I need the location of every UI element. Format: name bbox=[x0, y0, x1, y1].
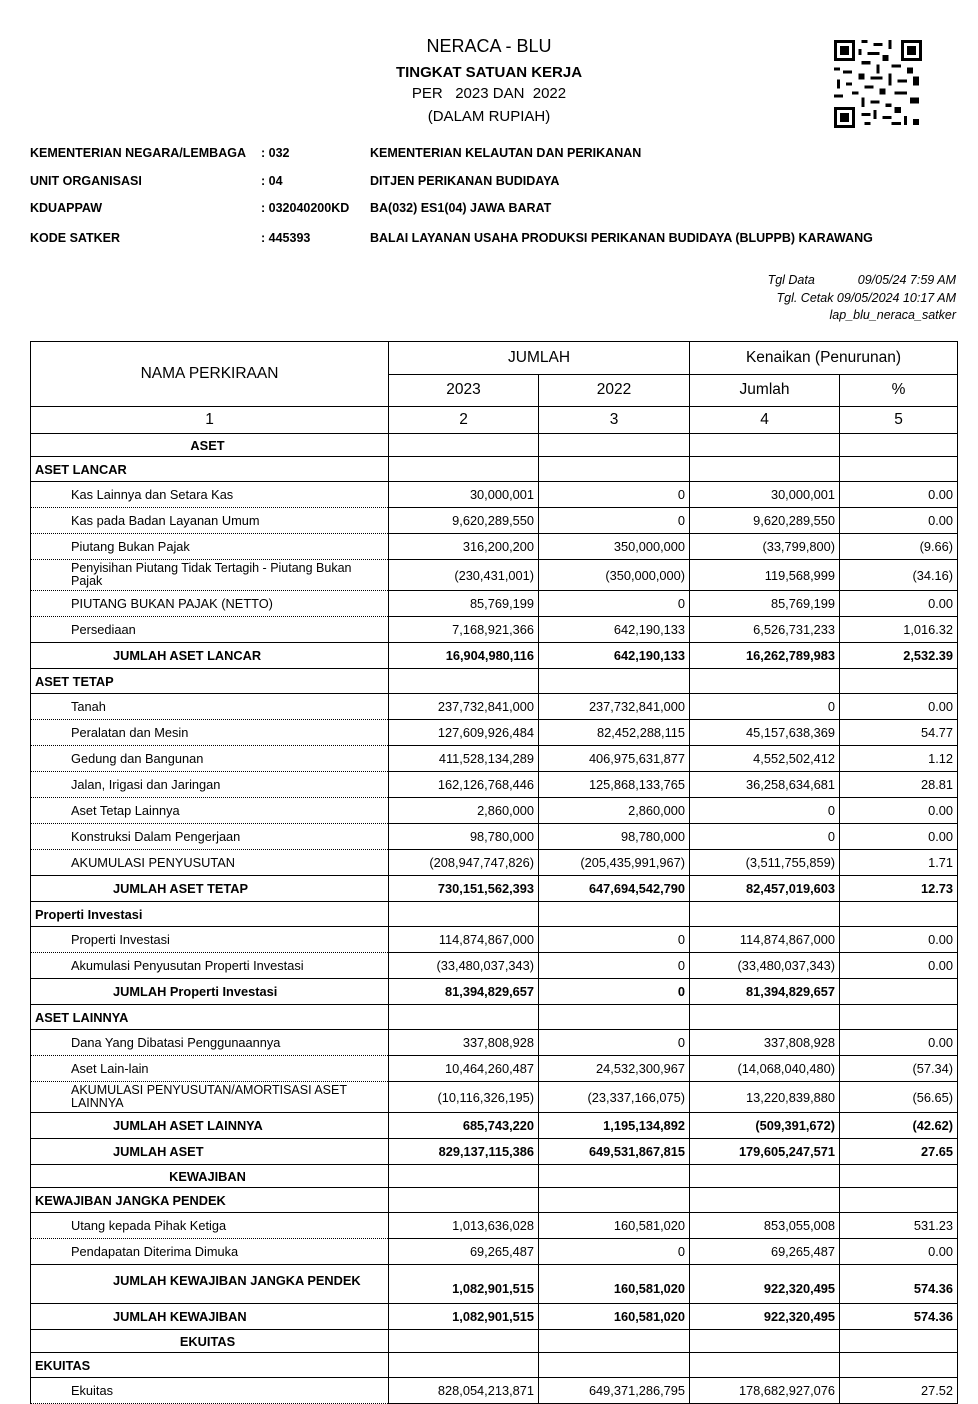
header-col-1: 1 bbox=[31, 407, 389, 434]
value-diff: 178,682,927,076 bbox=[690, 1378, 840, 1404]
header-kenaikan: Kenaikan (Penurunan) bbox=[690, 342, 958, 375]
value-2023 bbox=[389, 1353, 539, 1378]
report-subtitle: TINGKAT SATUAN KERJA bbox=[395, 64, 583, 81]
value-2022: 0 bbox=[539, 508, 690, 534]
value-pct: 12.73 bbox=[840, 876, 958, 902]
value-pct: 574.36 bbox=[840, 1304, 958, 1330]
row-name-text: Penyisihan Piutang Tidak Tertagih - Piutang Bukan Pajak bbox=[71, 561, 352, 588]
print-info-report: lap_blu_neraca_satker bbox=[829, 308, 956, 322]
value-diff: 81,394,829,657 bbox=[690, 979, 840, 1005]
row-name-text: Kas Lainnya dan Setara Kas bbox=[71, 487, 234, 502]
value-diff bbox=[690, 902, 840, 927]
value-2023: 685,743,220 bbox=[389, 1113, 539, 1139]
row-name-text: JUMLAH KEWAJIBAN bbox=[113, 1309, 247, 1324]
row-name-text: EKUITAS bbox=[179, 1333, 236, 1349]
value-pct: (34.16) bbox=[840, 560, 958, 591]
meta-name-kduappaw: BA(032) ES1(04) JAWA BARAT bbox=[370, 201, 552, 215]
value-2023: 1,013,636,028 bbox=[389, 1213, 539, 1239]
value-2023: 9,620,289,550 bbox=[389, 508, 539, 534]
table-row bbox=[31, 798, 958, 824]
value-pct: (9.66) bbox=[840, 534, 958, 560]
value-2023: 85,769,199 bbox=[389, 591, 539, 617]
row-name-text: Pendapatan Diterima Dimuka bbox=[71, 1244, 239, 1259]
row-name-text: ASET TETAP bbox=[35, 673, 114, 689]
row-name bbox=[31, 927, 389, 953]
table-row bbox=[31, 824, 958, 850]
row-name-text: AKUMULASI PENYUSUTAN/AMORTISASI ASET LAINNYA bbox=[71, 1083, 347, 1110]
value-2022: 649,531,867,815 bbox=[539, 1139, 690, 1165]
value-pct bbox=[840, 669, 958, 694]
value-2022: 642,190,133 bbox=[539, 617, 690, 643]
row-name bbox=[31, 720, 389, 746]
value-diff bbox=[690, 457, 840, 482]
value-diff: 853,055,008 bbox=[690, 1213, 840, 1239]
value-diff bbox=[690, 669, 840, 694]
header-2022: 2022 bbox=[539, 374, 690, 407]
value-2023: (10,116,326,195) bbox=[389, 1082, 539, 1113]
value-2022: 0 bbox=[539, 953, 690, 979]
value-2023: 16,904,980,116 bbox=[389, 643, 539, 669]
value-2023: (33,480,037,343) bbox=[389, 953, 539, 979]
table-row bbox=[31, 1165, 958, 1188]
qr-code-icon bbox=[834, 40, 922, 128]
row-name-text: JUMLAH ASET LANCAR bbox=[113, 648, 262, 663]
value-2023: (208,947,747,826) bbox=[389, 850, 539, 876]
value-pct bbox=[840, 1330, 958, 1353]
value-diff: 16,262,789,983 bbox=[690, 643, 840, 669]
value-diff: 4,552,502,412 bbox=[690, 746, 840, 772]
value-pct: 0.00 bbox=[840, 482, 958, 508]
table-row bbox=[31, 669, 958, 694]
value-pct: 0.00 bbox=[840, 508, 958, 534]
value-pct bbox=[840, 434, 958, 457]
value-pct: (57.34) bbox=[840, 1056, 958, 1082]
row-name bbox=[31, 694, 389, 720]
tgl-data-value: 09/05/24 7:59 AM bbox=[857, 273, 956, 287]
table-row bbox=[31, 979, 958, 1005]
value-2022: 0 bbox=[539, 927, 690, 953]
value-diff: 119,568,999 bbox=[690, 560, 840, 591]
report-period: PER 2023 DAN 2022 bbox=[411, 85, 567, 102]
header-pct: % bbox=[840, 374, 958, 407]
header-col-2: 2 bbox=[389, 407, 539, 434]
row-name-text: EKUITAS bbox=[35, 1357, 91, 1373]
row-name-text: Piutang Bukan Pajak bbox=[71, 539, 190, 554]
value-2023 bbox=[389, 1005, 539, 1030]
value-pct: 0.00 bbox=[840, 1239, 958, 1265]
row-name-text: KEWAJIBAN bbox=[169, 1168, 246, 1184]
value-2022: 160,581,020 bbox=[539, 1304, 690, 1330]
value-diff: 82,457,019,603 bbox=[690, 876, 840, 902]
value-diff: 9,620,289,550 bbox=[690, 508, 840, 534]
value-2023: 337,808,928 bbox=[389, 1030, 539, 1056]
value-diff: 337,808,928 bbox=[690, 1030, 840, 1056]
row-name bbox=[31, 434, 389, 457]
value-2022: 98,780,000 bbox=[539, 824, 690, 850]
meta-label-kduappaw: KDUAPPAW bbox=[30, 201, 102, 215]
value-pct: 531.23 bbox=[840, 1213, 958, 1239]
row-name bbox=[31, 591, 389, 617]
value-diff: 0 bbox=[690, 694, 840, 720]
table-row bbox=[31, 1113, 958, 1139]
value-diff: 922,320,495 bbox=[690, 1304, 840, 1330]
value-2022: 160,581,020 bbox=[539, 1265, 690, 1304]
value-diff: 0 bbox=[690, 824, 840, 850]
row-name bbox=[31, 617, 389, 643]
value-diff: (33,480,037,343) bbox=[690, 953, 840, 979]
table-row bbox=[31, 1378, 958, 1404]
meta-name-unit: DITJEN PERIKANAN BUDIDAYA bbox=[370, 174, 560, 188]
table-row bbox=[31, 482, 958, 508]
value-pct bbox=[840, 902, 958, 927]
table-row bbox=[31, 1330, 958, 1353]
value-2023: 1,082,901,515 bbox=[389, 1265, 539, 1304]
value-2023: (230,431,001) bbox=[389, 560, 539, 591]
value-diff: 179,605,247,571 bbox=[690, 1139, 840, 1165]
value-diff: 6,526,731,233 bbox=[690, 617, 840, 643]
value-2022 bbox=[539, 1330, 690, 1353]
row-name-text: Aset Lain-lain bbox=[71, 1061, 149, 1076]
row-name-text: ASET bbox=[190, 437, 225, 453]
row-name-text: ASET LAINNYA bbox=[35, 1009, 129, 1025]
value-pct: 0.00 bbox=[840, 953, 958, 979]
table-row bbox=[31, 1239, 958, 1265]
value-diff: 13,220,839,880 bbox=[690, 1082, 840, 1113]
table-row bbox=[31, 1030, 958, 1056]
table-row bbox=[31, 1304, 958, 1330]
table-row bbox=[31, 1265, 958, 1304]
meta-code-satker: : 445393 bbox=[261, 231, 311, 245]
value-2022: 2,860,000 bbox=[539, 798, 690, 824]
row-name-text: Tanah bbox=[71, 699, 106, 714]
value-diff: (509,391,672) bbox=[690, 1113, 840, 1139]
value-2023: 411,528,134,289 bbox=[389, 746, 539, 772]
table-row bbox=[31, 1353, 958, 1378]
value-2022 bbox=[539, 1165, 690, 1188]
value-pct bbox=[840, 457, 958, 482]
value-2023: 316,200,200 bbox=[389, 534, 539, 560]
value-2022: 0 bbox=[539, 979, 690, 1005]
meta-label-kementerian: KEMENTERIAN NEGARA/LEMBAGA bbox=[30, 146, 246, 160]
row-name bbox=[31, 1188, 389, 1213]
value-2022 bbox=[539, 1005, 690, 1030]
value-2022: 160,581,020 bbox=[539, 1213, 690, 1239]
value-diff: (14,068,040,480) bbox=[690, 1056, 840, 1082]
row-name bbox=[31, 746, 389, 772]
row-name-text: AKUMULASI PENYUSUTAN bbox=[71, 855, 236, 870]
value-pct: 1.71 bbox=[840, 850, 958, 876]
header-col-3: 3 bbox=[539, 407, 690, 434]
value-pct bbox=[840, 979, 958, 1005]
table-row bbox=[31, 1082, 958, 1113]
table-row bbox=[31, 508, 958, 534]
row-name-text: Jalan, Irigasi dan Jaringan bbox=[71, 777, 221, 792]
row-name bbox=[31, 1005, 389, 1030]
value-2022: 0 bbox=[539, 1030, 690, 1056]
value-2022: 406,975,631,877 bbox=[539, 746, 690, 772]
row-name bbox=[31, 560, 389, 591]
report-title: NERACA - BLU bbox=[426, 36, 552, 56]
row-name-text: Kas pada Badan Layanan Umum bbox=[71, 513, 260, 528]
value-pct: 27.52 bbox=[840, 1378, 958, 1404]
row-name bbox=[31, 669, 389, 694]
value-pct: 54.77 bbox=[840, 720, 958, 746]
row-name bbox=[31, 1213, 389, 1239]
table-row bbox=[31, 1139, 958, 1165]
value-2022 bbox=[539, 457, 690, 482]
header-col-4: 4 bbox=[690, 407, 840, 434]
meta-code-kementerian: : 032 bbox=[261, 146, 290, 160]
row-name bbox=[31, 508, 389, 534]
value-pct: 27.65 bbox=[840, 1139, 958, 1165]
header-jumlah: JUMLAH bbox=[389, 342, 690, 375]
row-name bbox=[31, 1378, 389, 1404]
header-jumlah-diff: Jumlah bbox=[690, 374, 840, 407]
value-diff bbox=[690, 1353, 840, 1378]
tgl-data-label: Tgl Data bbox=[767, 273, 815, 287]
value-pct bbox=[840, 1353, 958, 1378]
value-2023 bbox=[389, 669, 539, 694]
table-row bbox=[31, 643, 958, 669]
report-currency: (DALAM RUPIAH) bbox=[427, 108, 551, 125]
meta-label-unit: UNIT ORGANISASI bbox=[30, 174, 142, 188]
header-nama-perkiraan: NAMA PERKIRAAN bbox=[31, 342, 389, 407]
value-pct: 2,532.39 bbox=[840, 643, 958, 669]
value-2022: 647,694,542,790 bbox=[539, 876, 690, 902]
row-name-text: JUMLAH ASET TETAP bbox=[113, 881, 249, 896]
value-2022: 1,195,134,892 bbox=[539, 1113, 690, 1139]
value-2023: 81,394,829,657 bbox=[389, 979, 539, 1005]
value-2022: 237,732,841,000 bbox=[539, 694, 690, 720]
value-pct: 1.12 bbox=[840, 746, 958, 772]
row-name bbox=[31, 1082, 389, 1113]
meta-name-kementerian: KEMENTERIAN KELAUTAN DAN PERIKANAN bbox=[370, 146, 642, 160]
row-name-text: JUMLAH KEWAJIBAN JANGKA PENDEK bbox=[113, 1272, 361, 1288]
value-pct: 0.00 bbox=[840, 694, 958, 720]
value-2023: 10,464,260,487 bbox=[389, 1056, 539, 1082]
value-2022: 125,868,133,765 bbox=[539, 772, 690, 798]
value-2022: 649,371,286,795 bbox=[539, 1378, 690, 1404]
value-pct bbox=[840, 1188, 958, 1213]
print-info-data bbox=[656, 271, 956, 289]
balance-sheet-table bbox=[30, 341, 958, 1404]
table-row bbox=[31, 560, 958, 591]
value-2022: 24,532,300,967 bbox=[539, 1056, 690, 1082]
row-name-text: Properti Investasi bbox=[35, 906, 143, 922]
value-pct: 0.00 bbox=[840, 824, 958, 850]
value-2022: (205,435,991,967) bbox=[539, 850, 690, 876]
meta-code-kduappaw: : 032040200KD bbox=[261, 201, 350, 215]
table-row bbox=[31, 617, 958, 643]
row-name-text: JUMLAH Properti Investasi bbox=[113, 984, 278, 999]
value-diff: (33,799,800) bbox=[690, 534, 840, 560]
row-name bbox=[31, 1265, 389, 1304]
row-name-text: JUMLAH ASET bbox=[113, 1144, 204, 1159]
value-2022: 82,452,288,115 bbox=[539, 720, 690, 746]
row-name bbox=[31, 1030, 389, 1056]
value-pct: 0.00 bbox=[840, 1030, 958, 1056]
row-name bbox=[31, 876, 389, 902]
value-2023: 730,151,562,393 bbox=[389, 876, 539, 902]
value-diff: 85,769,199 bbox=[690, 591, 840, 617]
value-2023: 114,874,867,000 bbox=[389, 927, 539, 953]
value-diff bbox=[690, 1005, 840, 1030]
value-diff bbox=[690, 1330, 840, 1353]
row-name bbox=[31, 1056, 389, 1082]
row-name-text: Peralatan dan Mesin bbox=[71, 725, 189, 740]
value-2022: 0 bbox=[539, 1239, 690, 1265]
value-diff: 922,320,495 bbox=[690, 1265, 840, 1304]
value-diff: 45,157,638,369 bbox=[690, 720, 840, 746]
value-2022: (23,337,166,075) bbox=[539, 1082, 690, 1113]
row-name bbox=[31, 1330, 389, 1353]
value-2023: 127,609,926,484 bbox=[389, 720, 539, 746]
table-row bbox=[31, 720, 958, 746]
table-row bbox=[31, 591, 958, 617]
row-name-text: Dana Yang Dibatasi Penggunaannya bbox=[71, 1035, 281, 1050]
row-name-text: ASET LANCAR bbox=[35, 461, 127, 477]
row-name bbox=[31, 534, 389, 560]
value-diff: (3,511,755,859) bbox=[690, 850, 840, 876]
value-2023: 2,860,000 bbox=[389, 798, 539, 824]
row-name-text: Aset Tetap Lainnya bbox=[71, 803, 180, 818]
value-2023: 1,082,901,515 bbox=[389, 1304, 539, 1330]
value-2023: 30,000,001 bbox=[389, 482, 539, 508]
value-2022: 642,190,133 bbox=[539, 643, 690, 669]
row-name-text: PIUTANG BUKAN PAJAK (NETTO) bbox=[71, 596, 273, 611]
table-row bbox=[31, 1213, 958, 1239]
table-row bbox=[31, 1188, 958, 1213]
value-pct: (56.65) bbox=[840, 1082, 958, 1113]
value-2023 bbox=[389, 1188, 539, 1213]
row-name bbox=[31, 457, 389, 482]
table-row bbox=[31, 534, 958, 560]
table-row bbox=[31, 694, 958, 720]
row-name-text: Ekuitas bbox=[71, 1383, 113, 1398]
row-name bbox=[31, 643, 389, 669]
table-row bbox=[31, 953, 958, 979]
value-pct bbox=[840, 1005, 958, 1030]
value-2023: 828,054,213,871 bbox=[389, 1378, 539, 1404]
table-row bbox=[31, 902, 958, 927]
value-2023: 237,732,841,000 bbox=[389, 694, 539, 720]
value-2022 bbox=[539, 669, 690, 694]
row-name bbox=[31, 1113, 389, 1139]
value-2022 bbox=[539, 1188, 690, 1213]
row-name bbox=[31, 953, 389, 979]
row-name bbox=[31, 772, 389, 798]
table-row bbox=[31, 850, 958, 876]
row-name-text: JUMLAH ASET LAINNYA bbox=[113, 1118, 263, 1133]
value-2022: 0 bbox=[539, 591, 690, 617]
meta-name-satker: BALAI LAYANAN USAHA PRODUKSI PERIKANAN BUDIDAYA (BLUPPB) KARAWANG bbox=[370, 231, 873, 245]
value-2023: 69,265,487 bbox=[389, 1239, 539, 1265]
row-name bbox=[31, 1353, 389, 1378]
row-name-text: Persediaan bbox=[71, 622, 136, 637]
value-diff bbox=[690, 434, 840, 457]
value-2023: 162,126,768,446 bbox=[389, 772, 539, 798]
meta-label-satker: KODE SATKER bbox=[30, 231, 121, 245]
value-pct: 1,016.32 bbox=[840, 617, 958, 643]
header-col-5: 5 bbox=[840, 407, 958, 434]
row-name-text: Utang kepada Pihak Ketiga bbox=[71, 1218, 227, 1233]
row-name bbox=[31, 798, 389, 824]
value-2023 bbox=[389, 902, 539, 927]
value-2022 bbox=[539, 902, 690, 927]
row-name bbox=[31, 850, 389, 876]
row-name bbox=[31, 979, 389, 1005]
value-diff bbox=[690, 1188, 840, 1213]
row-name bbox=[31, 482, 389, 508]
row-name-text: Akumulasi Penyusutan Properti Investasi bbox=[71, 958, 304, 973]
value-2023: 98,780,000 bbox=[389, 824, 539, 850]
table-row bbox=[31, 772, 958, 798]
row-name-text: Konstruksi Dalam Pengerjaan bbox=[71, 829, 241, 844]
value-diff: 114,874,867,000 bbox=[690, 927, 840, 953]
row-name bbox=[31, 824, 389, 850]
meta-code-unit: : 04 bbox=[261, 174, 283, 188]
value-2022 bbox=[539, 434, 690, 457]
value-diff: 36,258,634,681 bbox=[690, 772, 840, 798]
row-name bbox=[31, 1239, 389, 1265]
value-2022 bbox=[539, 1353, 690, 1378]
table-row bbox=[31, 434, 958, 457]
value-2023 bbox=[389, 1330, 539, 1353]
value-2022: 0 bbox=[539, 482, 690, 508]
value-2023: 829,137,115,386 bbox=[389, 1139, 539, 1165]
row-name bbox=[31, 902, 389, 927]
value-diff: 30,000,001 bbox=[690, 482, 840, 508]
row-name-text: KEWAJIBAN JANGKA PENDEK bbox=[35, 1192, 226, 1208]
value-pct: 0.00 bbox=[840, 591, 958, 617]
value-diff: 69,265,487 bbox=[690, 1239, 840, 1265]
row-name-text: Properti Investasi bbox=[71, 932, 170, 947]
table-row bbox=[31, 927, 958, 953]
table-row bbox=[31, 876, 958, 902]
print-info-cetak: Tgl. Cetak 09/05/2024 10:17 AM bbox=[776, 291, 956, 305]
row-name bbox=[31, 1139, 389, 1165]
value-2022: (350,000,000) bbox=[539, 560, 690, 591]
value-2022: 350,000,000 bbox=[539, 534, 690, 560]
value-2023 bbox=[389, 457, 539, 482]
row-name bbox=[31, 1165, 389, 1188]
value-pct: 0.00 bbox=[840, 798, 958, 824]
value-2023 bbox=[389, 1165, 539, 1188]
value-pct: 28.81 bbox=[840, 772, 958, 798]
value-diff: 0 bbox=[690, 798, 840, 824]
table-row bbox=[31, 457, 958, 482]
value-2023: 7,168,921,366 bbox=[389, 617, 539, 643]
value-pct: 574.36 bbox=[840, 1265, 958, 1304]
table-row bbox=[31, 1056, 958, 1082]
table-row bbox=[31, 1005, 958, 1030]
value-pct: (42.62) bbox=[840, 1113, 958, 1139]
table-row bbox=[31, 746, 958, 772]
value-diff bbox=[690, 1165, 840, 1188]
header-2023: 2023 bbox=[389, 374, 539, 407]
row-name-text: Gedung dan Bangunan bbox=[71, 751, 204, 766]
row-name bbox=[31, 1304, 389, 1330]
value-pct: 0.00 bbox=[840, 927, 958, 953]
value-2023 bbox=[389, 434, 539, 457]
value-pct bbox=[840, 1165, 958, 1188]
